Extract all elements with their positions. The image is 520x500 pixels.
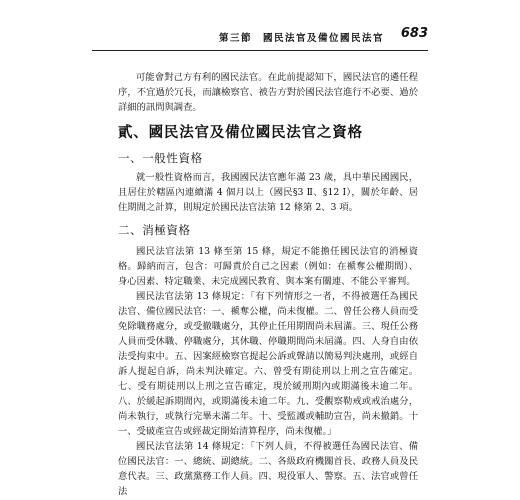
intro-paragraph: 可能會對己方有利的國民法官。在此前提認知下，國民法官的遴任程序，不宜過於冗長，而讓檢察官、被告方對於國民法官進行不必要、過於詳細的訊問與調查。 (118, 72, 418, 113)
body-paragraph: 就一般性資格而言，我國國民法官應年滿 23 歲，具中華民國國民，且居住於轄區內連續滿 4 個月以上（國民§3 Ⅱ、§12 Ⅰ），關於年齡、居住期間之計算，則規定於國民法官法第 12 條第 2、3 項。 (118, 172, 418, 213)
subsection-title-negative: 二、消極資格 (118, 223, 191, 237)
section-title: 貳、國民法官及備位國民法官之資格 (118, 125, 363, 141)
subsection-title-general: 一、一般性資格 (118, 151, 203, 165)
intro-block (118, 70, 418, 115)
header-rule (92, 50, 428, 51)
page-number: 683 (400, 26, 428, 41)
negative-qualification-block (118, 244, 418, 499)
general-qualification-block (118, 170, 418, 215)
body-paragraph: 國民法官法第 13 條至第 15 條，規定不能擔任國民法官的消極資格。歸納而言，包含：可歸責於自己之因素（例如：在褫奪公權期間）、身心因素、特定職業、未完成國民教育、與本案有關連、不能公平審判。 (118, 246, 418, 287)
body-paragraph: 國民法官法第 14 條規定：「下列人員，不得被選任為國民法官、備位國民法官：一、總統、副總統。二、各級政府機關首長、政務人員及民意代表。三、政黨黨務工作人員。四、現役軍人、警察。五、法官或曾任法 (118, 441, 418, 497)
body-paragraph: 國民法官法第 13 條規定：「有下列情形之一者，不得被選任為國民法官、備位國民法官：一、褫奪公權，尚未復權。二、曾任公務人員而受免除職務處分，或受撤職處分，其停止任用期間尚未屆滿。三、現任公務人員而受休職、停職處分，其休職、停職期間尚未屆滿。四、人身自由依法受拘束中。五、因案經檢察官提起公訴或聲請以簡易判決處刑，或經自訴人提起自訴，尚未判決確定。六、曾受有期徒刑以上刑之宣告確定。七、受有期徒刑以上刑之宣告確定，現於緩刑期內或期滿後未逾二年。八、於緩起訴期間內，或期滿後未逾二年。九、受觀察勒戒或戒治處分，尚未執行，或執行完畢未滿二年。十、受監護或輔助宣告，尚未撤銷。十一、受破產宣告或經裁定開始清算程序，尚未復權。」 (118, 291, 418, 437)
running-head: 第三節 國民法官及備位國民法官 (218, 33, 384, 44)
page-header (92, 26, 428, 48)
